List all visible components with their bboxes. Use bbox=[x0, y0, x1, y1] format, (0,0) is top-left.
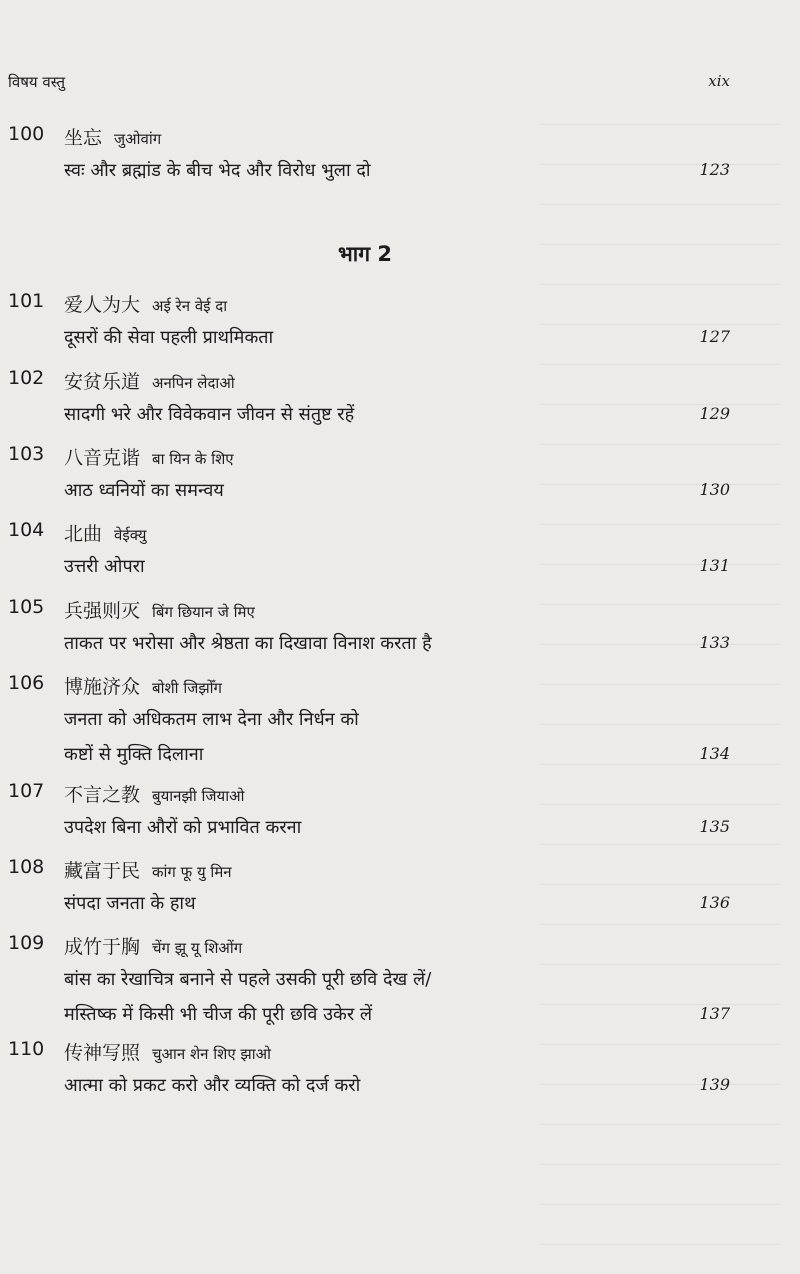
entry-page: 135 bbox=[699, 817, 730, 836]
entry-transliteration: अई रेन वेई दा bbox=[152, 297, 228, 315]
entry-hanzi: 兵强则灭 bbox=[64, 600, 141, 622]
entry-page: 123 bbox=[699, 160, 730, 179]
entry-transliteration: चेंग झू यू शिओंग bbox=[152, 939, 243, 957]
entry-chinese-title bbox=[64, 596, 255, 623]
entry-number: 103 bbox=[8, 443, 45, 465]
part-heading: भाग 2 bbox=[338, 242, 392, 266]
entry-number: 100 bbox=[8, 123, 45, 145]
entry-chinese-title bbox=[64, 1038, 271, 1065]
entry-page: 139 bbox=[699, 1075, 730, 1094]
bleed-through-shadow bbox=[540, 100, 780, 1260]
entry-description: कष्टों से मुक्ति दिलाना bbox=[64, 744, 204, 765]
entry-hanzi: 爱人为大 bbox=[64, 294, 141, 316]
entry-chinese-title bbox=[64, 780, 244, 807]
running-head: विषय वस्तु bbox=[8, 73, 66, 91]
entry-description: दूसरों की सेवा पहली प्राथमिकता bbox=[64, 327, 274, 348]
entry-hanzi: 坐忘 bbox=[64, 127, 103, 149]
entry-number: 101 bbox=[8, 290, 45, 312]
entry-description: ताकत पर भरोसा और श्रेष्ठता का दिखावा विनाश करता है bbox=[64, 633, 432, 654]
entry-number: 110 bbox=[8, 1038, 45, 1060]
entry-hanzi: 安贫乐道 bbox=[64, 371, 141, 393]
entry-description: बांस का रेखाचित्र बनाने से पहले उसकी पूरी छवि देख लें/ bbox=[64, 969, 432, 990]
entry-hanzi: 传神写照 bbox=[64, 1042, 141, 1064]
entry-number: 105 bbox=[8, 596, 45, 618]
entry-chinese-title bbox=[64, 123, 161, 150]
entry-chinese-title bbox=[64, 519, 146, 546]
entry-page: 133 bbox=[699, 633, 730, 652]
entry-number: 106 bbox=[8, 672, 45, 694]
entry-hanzi: 藏富于民 bbox=[64, 860, 141, 882]
entry-transliteration: बा यिन के शिए bbox=[152, 450, 234, 468]
entry-page: 134 bbox=[699, 744, 730, 763]
entry-number: 104 bbox=[8, 519, 45, 541]
entry-transliteration: बुयानझी जियाओ bbox=[152, 787, 245, 805]
entry-number: 109 bbox=[8, 932, 45, 954]
entry-description: सादगी भरे और विवेकवान जीवन से संतुष्ट रहें bbox=[64, 404, 355, 425]
entry-description: स्वः और ब्रह्मांड के बीच भेद और विरोध भुला दो bbox=[64, 160, 371, 181]
entry-number: 108 bbox=[8, 856, 45, 878]
entry-hanzi: 八音克谐 bbox=[64, 447, 141, 469]
entry-chinese-title bbox=[64, 856, 232, 883]
entry-transliteration: जुओवांग bbox=[114, 130, 162, 148]
entry-chinese-title bbox=[64, 672, 222, 699]
page-number: xix bbox=[708, 72, 730, 90]
entry-description: आत्मा को प्रकट करो और व्यक्ति को दर्ज करो bbox=[64, 1075, 361, 1096]
entry-page: 137 bbox=[699, 1004, 730, 1023]
entry-transliteration: चुआन शेन शिए झाओ bbox=[152, 1045, 271, 1063]
entry-description: आठ ध्वनियों का समन्वय bbox=[64, 480, 224, 501]
entry-transliteration: बोशी जिझोँग bbox=[152, 679, 223, 697]
entry-chinese-title bbox=[64, 290, 227, 317]
entry-chinese-title bbox=[64, 443, 234, 470]
entry-page: 127 bbox=[699, 327, 730, 346]
entry-number: 102 bbox=[8, 367, 45, 389]
entry-hanzi: 不言之教 bbox=[64, 784, 141, 806]
entry-transliteration: अनपिन लेदाओ bbox=[152, 374, 235, 392]
entry-chinese-title bbox=[64, 367, 235, 394]
entry-description: जनता को अधिकतम लाभ देना और निर्धन को bbox=[64, 709, 359, 730]
entry-page: 129 bbox=[699, 404, 730, 423]
entry-hanzi: 成竹于胸 bbox=[64, 936, 141, 958]
entry-chinese-title bbox=[64, 932, 242, 959]
entry-transliteration: कांग फू यु मिन bbox=[152, 863, 232, 881]
entry-description: उपदेश बिना औरों को प्रभावित करना bbox=[64, 817, 302, 838]
entry-number: 107 bbox=[8, 780, 45, 802]
entry-description: उत्तरी ओपरा bbox=[64, 556, 145, 577]
entry-transliteration: बिंग छियान जे मिए bbox=[152, 603, 255, 621]
entry-description: मस्तिष्क में किसी भी चीज की पूरी छवि उकेर लें bbox=[64, 1004, 373, 1025]
entry-description: संपदा जनता के हाथ bbox=[64, 893, 196, 914]
entry-page: 130 bbox=[699, 480, 730, 499]
entry-page: 136 bbox=[699, 893, 730, 912]
entry-hanzi: 博施济众 bbox=[64, 676, 141, 698]
entry-hanzi: 北曲 bbox=[64, 523, 103, 545]
entry-transliteration: वेईक्यु bbox=[114, 526, 147, 544]
entry-page: 131 bbox=[699, 556, 730, 575]
